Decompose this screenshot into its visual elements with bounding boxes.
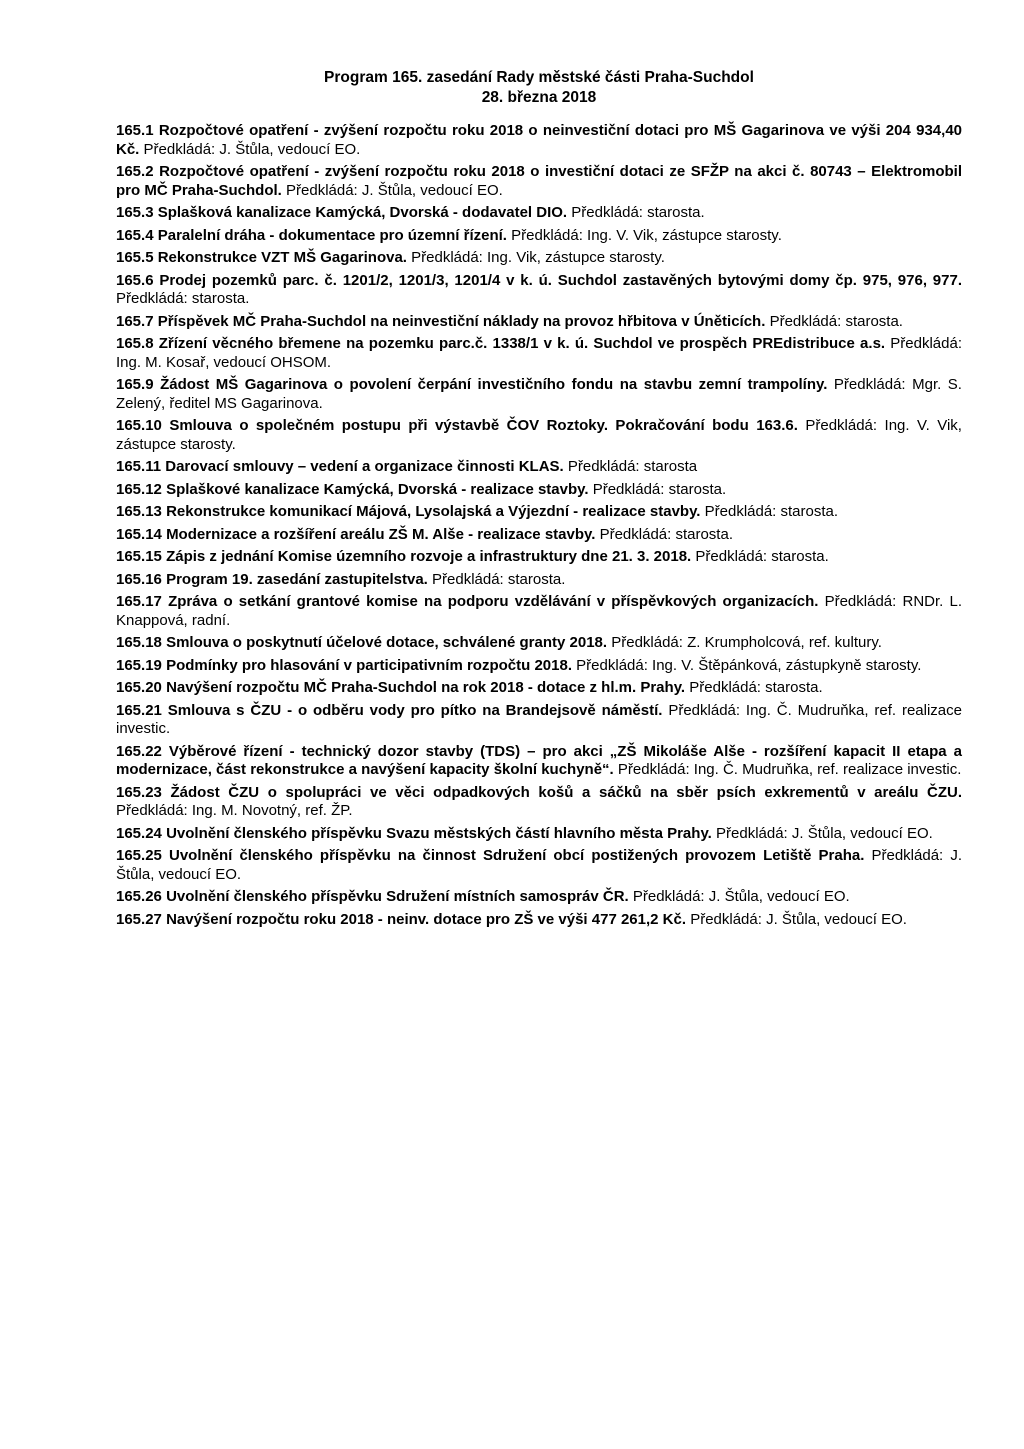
agenda-item-presenter: Předkládá: starosta. [592, 480, 727, 498]
agenda-item-number: 165.1 [116, 122, 154, 139]
agenda-item-number: 165.3 [116, 204, 154, 221]
agenda-item [116, 417, 962, 454]
agenda-item-presenter: Předkládá: starosta. [695, 548, 829, 565]
agenda-item-number: 165.14 [116, 525, 162, 543]
agenda-item-presenter: Předkládá: starosta [567, 458, 698, 475]
agenda-item-number: 165.2 [116, 163, 154, 180]
agenda-item-presenter: Předkládá: Mgr. S. Zelený, ředitel MS Gagarinova. [116, 376, 962, 412]
agenda-item-number: 165.15 [116, 548, 162, 565]
agenda-item-subject: Navýšení rozpočtu roku 2018 - neinv. dotace pro ZŠ ve výši 477 261,2 Kč. [166, 910, 687, 928]
agenda-item-subject: Rozpočtové opatření - zvýšení rozpočtu roku 2018 o neinvestiční dotaci pro MŠ Gagarinova ve výši 204 934,40 Kč. [116, 122, 962, 158]
agenda-item-presenter: Předkládá: Ing. M. Kosař, vedoucí OHSOM. [116, 335, 962, 371]
agenda-item-presenter: Předkládá: J. Štůla, vedoucí EO. [716, 824, 933, 842]
agenda-item-number: 165.18 [116, 634, 162, 651]
agenda-item [116, 249, 962, 268]
agenda-item-subject: Uvolnění členského příspěvku Sdružení místních samospráv ČR. [166, 888, 629, 905]
agenda-item-number: 165.12 [116, 480, 162, 498]
agenda-item [116, 743, 962, 780]
agenda-item-presenter: Předkládá: starosta. [116, 290, 250, 307]
agenda-item-subject: Prodej pozemků parc. č. 1201/2, 1201/3, 1201/4 v k. ú. Suchdol zastavěných bytovými domy čp. 975, 976, 977. [159, 271, 963, 289]
agenda-item [116, 313, 962, 332]
agenda-item [116, 227, 962, 246]
agenda-item-presenter: Předkládá: RNDr. L. Knappová, radní. [116, 593, 963, 629]
agenda-item-presenter: Předkládá: Ing. Vik, zástupce starosty. [411, 249, 665, 266]
agenda-item-number: 165.27 [116, 910, 162, 928]
agenda-item-number: 165.4 [116, 226, 154, 244]
agenda-item [116, 825, 962, 844]
agenda-item-presenter: Předkládá: starosta. [571, 204, 705, 221]
agenda-item [116, 593, 962, 630]
agenda-item-presenter: Předkládá: starosta. [432, 570, 566, 588]
agenda-item-presenter: Předkládá: Ing. Č. Mudruňka, ref. realizace investic. [617, 761, 962, 778]
document-title: Program 165. zasedání Rady městské části Praha-Suchdol [324, 69, 754, 86]
agenda-item [116, 204, 962, 223]
agenda-item [116, 526, 962, 545]
agenda-item-number: 165.23 [116, 783, 162, 801]
agenda-item-number: 165.13 [116, 503, 162, 520]
agenda-item [116, 571, 962, 590]
agenda-item-number: 165.8 [116, 335, 154, 352]
agenda-item-subject: Výběrové řízení - technický dozor stavby (TDS) – pro akci „ZŠ Mikoláše Alše - rozšíření kapacit II etapa a modernizace, část rekonstrukce a navýšení kapacity školní kuchyně“. [116, 742, 962, 778]
agenda-item [116, 847, 962, 884]
agenda-item-subject: Modernizace a rozšíření areálu ZŠ M. Alše - realizace stavby. [166, 525, 596, 543]
agenda-item-subject: Zřízení věcného břemene na pozemku parc.č. 1338/1 v k. ú. Suchdol ve prospěch PREdistribuce a.s. [158, 335, 886, 352]
agenda-item-presenter: Předkládá: Ing. M. Novotný, ref. ŽP. [116, 802, 353, 819]
agenda-item-number: 165.22 [116, 742, 162, 760]
agenda-item-subject: Paralelní dráha - dokumentace pro územní řízení. [157, 226, 507, 244]
agenda-item-subject: Podmínky pro hlasování v participativním rozpočtu 2018. [166, 656, 572, 674]
agenda-item-subject: Zpráva o setkání grantové komise na podporu vzdělávání v příspěvkových organizacích. [168, 593, 819, 610]
document-header [116, 68, 962, 108]
document-date: 28. března 2018 [481, 89, 597, 106]
agenda-item [116, 335, 962, 372]
agenda-item-subject: Žádost ČZU o spolupráci ve věci odpadkových košů a sáčků na sběr psích exkrementů v areálu ČZU. [170, 783, 962, 801]
agenda-item [116, 702, 962, 739]
agenda-item-number: 165.7 [116, 312, 154, 330]
agenda-item [116, 458, 962, 477]
agenda-item-presenter: Předkládá: Ing. Č. Mudruňka, ref. realizace investic. [116, 701, 962, 737]
agenda-item-subject: Uvolnění členského příspěvku na činnost Sdružení obcí postižených provozem Letiště Praha. [169, 847, 865, 864]
agenda-list [116, 122, 962, 929]
agenda-item-number: 165.17 [116, 593, 162, 610]
agenda-item-subject: Příspěvek MČ Praha-Suchdol na neinvestiční náklady na provoz hřbitova v Úněticích. [157, 312, 766, 330]
agenda-item-subject: Navýšení rozpočtu MČ Praha-Suchdol na rok 2018 - dotace z hl.m. Prahy. [166, 679, 686, 696]
agenda-item-number: 165.21 [116, 701, 162, 719]
agenda-item-number: 165.10 [116, 417, 162, 434]
agenda-item-presenter: Předkládá: J. Štůla, vedoucí EO. [690, 910, 907, 928]
agenda-item-presenter: Předkládá: Ing. V. Vik, zástupce starosty. [511, 226, 782, 244]
agenda-item-subject: Splaškové kanalizace Kamýcká, Dvorská - realizace stavby. [166, 480, 589, 498]
agenda-item [116, 376, 962, 413]
agenda-item-subject: Smlouva o společném postupu při výstavbě ČOV Roztoky. Pokračování bodu 163.6. [169, 417, 798, 434]
agenda-item [116, 679, 962, 698]
agenda-item-presenter: Předkládá: starosta. [599, 525, 733, 543]
agenda-item [116, 481, 962, 500]
agenda-item [116, 272, 962, 309]
agenda-item-number: 165.26 [116, 888, 162, 905]
agenda-item-subject: Rozpočtové opatření - zvýšení rozpočtu roku 2018 o investiční dotaci ze SFŽP na akci č. 80743 – Elektromobil pro MČ Praha-Suchdol. [116, 163, 963, 199]
agenda-item-subject: Rekonstrukce komunikací Májová, Lysolajská a Výjezdní - realizace stavby. [166, 503, 701, 520]
agenda-item [116, 163, 962, 200]
agenda-item-number: 165.5 [116, 249, 154, 266]
agenda-item-presenter: Předkládá: J. Štůla, vedoucí EO. [143, 140, 361, 158]
agenda-item [116, 503, 962, 522]
agenda-item-subject: Zápis z jednání Komise územního rozvoje a infrastruktury dne 21. 3. 2018. [166, 548, 692, 565]
agenda-item-subject: Smlouva o poskytnutí účelové dotace, schválené granty 2018. [166, 634, 608, 651]
agenda-item [116, 657, 962, 676]
agenda-item-presenter: Předkládá: J. Štůla, vedoucí EO. [632, 888, 850, 905]
agenda-item-presenter: Předkládá: starosta. [704, 503, 839, 520]
agenda-item-presenter: Předkládá: Ing. V. Vik, zástupce starosty. [116, 417, 962, 453]
agenda-item-subject: Program 19. zasedání zastupitelstva. [166, 570, 428, 588]
agenda-item-subject: Splašková kanalizace Kamýcká, Dvorská - dodavatel DIO. [157, 204, 568, 221]
agenda-item-presenter: Předkládá: Ing. V. Štěpánková, zástupkyně starosty. [576, 656, 922, 674]
agenda-item [116, 122, 962, 159]
agenda-item-number: 165.25 [116, 847, 162, 864]
agenda-item-subject: Žádost MŠ Gagarinova o povolení čerpání investičního fondu na stavbu zemní trampolíny. [160, 376, 828, 393]
agenda-item-number: 165.19 [116, 656, 162, 674]
agenda-item [116, 911, 962, 930]
agenda-item-number: 165.16 [116, 570, 162, 588]
document-page [116, 68, 962, 933]
agenda-item-subject: Rekonstrukce VZT MŠ Gagarinova. [157, 249, 407, 266]
agenda-item [116, 784, 962, 821]
agenda-item [116, 634, 962, 653]
agenda-item-number: 165.24 [116, 824, 162, 842]
agenda-item-presenter: Předkládá: starosta. [689, 679, 823, 696]
agenda-item-presenter: Předkládá: J. Štůla, vedoucí EO. [116, 847, 962, 883]
agenda-item-presenter: Předkládá: J. Štůla, vedoucí EO. [286, 181, 503, 199]
agenda-item-number: 165.6 [116, 271, 154, 289]
agenda-item-subject: Smlouva s ČZU - o odběru vody pro pítko na Brandejsově náměstí. [167, 701, 663, 719]
agenda-item-presenter: Předkládá: starosta. [769, 312, 903, 330]
agenda-item [116, 888, 962, 907]
agenda-item-number: 165.9 [116, 376, 154, 393]
agenda-item [116, 548, 962, 567]
agenda-item-subject: Uvolnění členského příspěvku Svazu městských částí hlavního města Prahy. [166, 824, 712, 842]
agenda-item-presenter: Předkládá: Z. Krumpholcová, ref. kultury. [611, 634, 882, 651]
agenda-item-number: 165.11 [116, 458, 162, 475]
agenda-item-number: 165.20 [116, 679, 162, 696]
agenda-item-subject: Darovací smlouvy – vedení a organizace činnosti KLAS. [165, 458, 564, 475]
